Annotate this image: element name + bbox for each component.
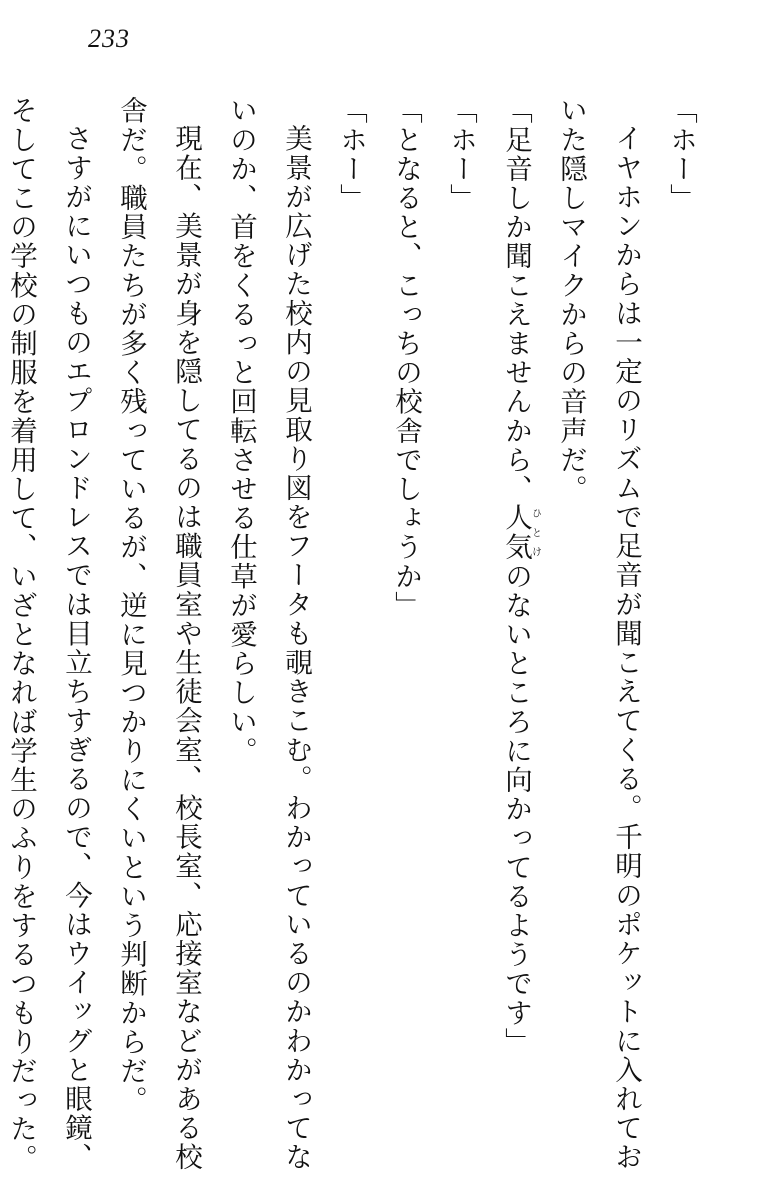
paragraph-9: さすがにいつものエプロンドレスでは目立ちすぎるので、今はウイッグと眼鏡、そしてこの学校の制服を着用して、いざとなれば学生のふりをするつもりだった。: [5, 96, 92, 1173]
paragraph-3-before: 「足音しか聞こえませんから、: [500, 96, 532, 504]
ruby-base: 人気: [500, 503, 532, 562]
paragraph-3: [488, 96, 543, 1184]
paragraph-8: 現在、美景が身を隠してるのは職員室や生徒会室、校長室、応接室などがある校舎だ。職員たちが多く残っているが、逆に見つかりにくいという判断からだ。: [115, 96, 202, 1172]
paragraph-1: 「ホー」: [665, 96, 697, 213]
paragraph-3-after: のないところに向かってるようです」: [500, 561, 532, 1057]
paragraph-2: イヤホンからは一定のリズムで足音が聞こえてくる。千明のポケットに入れておいた隠しマイクからの音声だ。: [555, 96, 642, 1172]
page-number: 233: [88, 24, 130, 53]
novel-text-block: [5, 96, 708, 1184]
paragraph-4: 「ホー」: [445, 96, 477, 213]
paragraph-5: 「となると、こっちの校舎でしょうか」: [390, 96, 422, 620]
furigana-word: [500, 503, 541, 562]
paragraph-6: 「ホー」: [335, 96, 367, 213]
paragraph-7: 美景が広げた校内の見取り図をフータも覗きこむ。わかっているのかわかってないのか、首をくるっと回転させる仕草が愛らしい。: [225, 96, 312, 1172]
ruby-reading: ひとけ: [529, 503, 541, 562]
